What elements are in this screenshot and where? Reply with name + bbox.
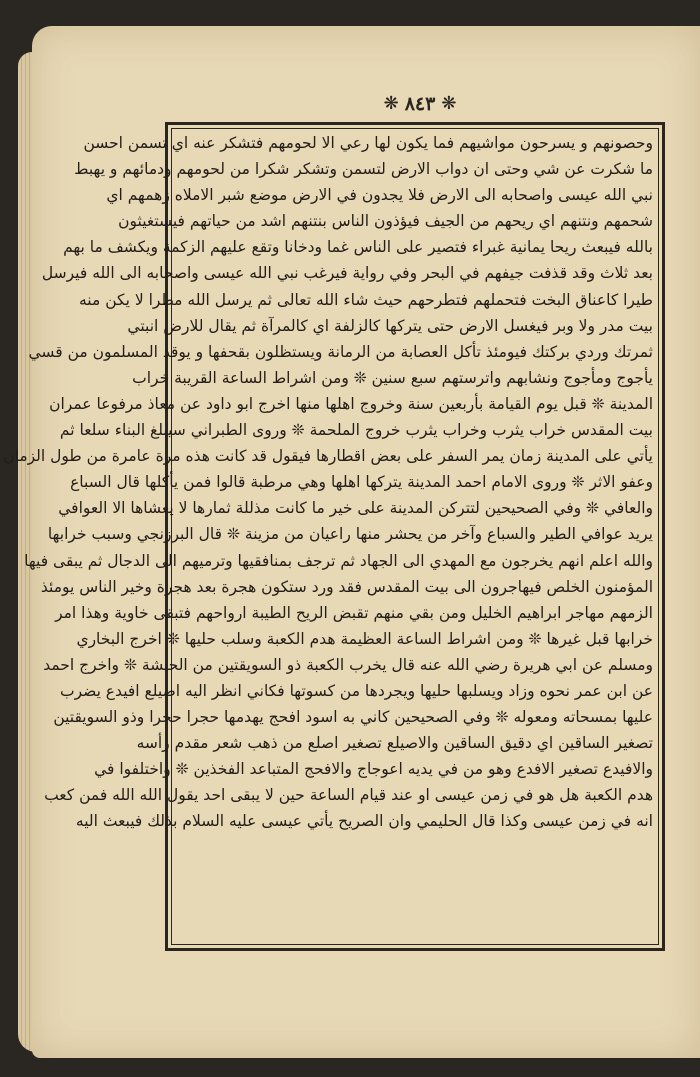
text-line: شحمهم ونتنهم اي ريحهم من الجيف فيؤذون الناس بنتنهم اشد من حياتهم فيستغيثون	[118, 212, 653, 231]
text-line: انه في زمن عيسى وكذا قال الحليمي وان الصريح يأتي عيسى عليه السلام بذلك فيبعث اليه	[75, 812, 653, 831]
page-number: ٨٤٣	[404, 93, 436, 115]
text-line: يأتي على المدينة زمان يمر السفر على بعض اقطارها فيقول قد كانت هذه مرة عامرة من طول الزمان	[3, 447, 653, 466]
text-line: تصغير الساقين اي دقيق الساقين والاصيلع تصغير اصلع من ذهب شعر مقدم رأسه	[136, 734, 653, 753]
text-line: والعافي ❊ وفي الصحيحين لتتركن المدينة على خير ما كانت مذللة ثمارها لا يغشاها الا العوافي	[58, 499, 653, 518]
text-line: يأجوج ومأجوج ونشابهم واترستهم سبع سنين ❊ ومن اشراط الساعة القريبة خراب	[132, 368, 653, 387]
text-line: طيرا كاعناق البخت فتحملهم فتطرحهم حيث شاء الله تعالى ثم يرسل الله مطرا لا يكن منه	[79, 290, 653, 309]
text-line: ثمرتك وردي بركتك فيومئذ تأكل العصابة من الرمانة ويستظلون بقحفها و يوقد المسلمون من قسي	[28, 342, 653, 361]
text-line: بعد ثلاث وقد قذفت جيفهم في البحر وفي رواية فيرغب نبي الله عيسى واصحابه الى الله فيرسل	[41, 264, 653, 283]
text-line: بالله فيبعث ريحا يمانية غبراء فتصير على الناس غما ودخانا وتقع عليهم الزكمة ويكشف ما بهم	[63, 238, 653, 257]
text-line: ومسلم عن ابي هريرة رضي الله عنه قال يخرب الكعبة ذو السويقتين من الحبشة ❊ واخرج احمد	[43, 655, 653, 674]
text-frame	[3, 122, 665, 951]
body-text	[3, 130, 653, 942]
flower-ornament-icon: ❋	[441, 93, 457, 114]
text-line: والله اعلم انهم يخرجون مع المهدي الى الجهاد ثم ترجف بمنافقيها وترميهم الى الدجال ثم يبقى فيها	[24, 551, 653, 570]
text-line: بيت المقدس خراب يثرب وخراب يثرب خروج الملحمة ❊ وروى الطبراني سيبلغ البناء سلعا ثم	[59, 421, 653, 440]
text-line: الزمهم مهاجر ابراهيم الخليل ومن بقي منهم تقبض الريح الطيبة ارواحهم فتبقى خاوية وهذا امر	[55, 603, 653, 622]
page-header	[360, 90, 480, 118]
text-line: والافيدع تصغير الافدع وهو من في يديه اعوجاج والافحج المتباعد الفخذين ❊ واختلفوا في	[94, 760, 653, 779]
text-line: وعفو الاثر ❊ وروى الامام احمد المدينة يتركها اهلها وهي مرطبة قالوا فمن يأكلها قال السباع	[70, 473, 653, 492]
text-line: المدينة ❊ قبل يوم القيامة بأربعين سنة وخروج اهلها منها اخرج ابو داود عن معاذ مرفوعا عمران	[49, 394, 653, 413]
text-line: خرابها قبل غيرها ❊ ومن اشراط الساعة العظيمة هدم الكعبة وسلب حليها ❊ اخرج البخاري	[76, 629, 653, 648]
text-line: عن ابن عمر نحوه وزاد ويسلبها حليها ويجردها من كسوتها فكاني انظر اليه اصيلع افيدع يضرب	[59, 681, 653, 700]
text-line: عليها بمسحاته ومعوله ❊ وفي الصحيحين كاني به اسود افحج يهدمها حجرا حجرا وذو السويقتين	[53, 708, 653, 727]
text-line: هدم الكعبة هل هو في زمن عيسى او عند قيام الساعة حين لا يبقى احد يقول الله الله فمن كعب	[44, 786, 653, 805]
text-line: يريد عوافي الطير والسباع وآخر من يحشر منها راعيان من مزينة ❊ قال البرزنجي وسبب خرابها	[47, 525, 653, 544]
flower-ornament-icon: ❋	[383, 93, 399, 114]
text-line: وحصونهم و يسرحون مواشيهم فما يكون لها رعي الا لحومهم فتشكر عنه اي تسمن احسن	[83, 134, 653, 152]
text-line: بيت مدر ولا وبر فيغسل الارض حتى يتركها كالزلفة اي كالمرآة ثم يقال للارض انبتي	[127, 316, 653, 335]
text-line: نبي الله عيسى واصحابه الى الارض فلا يجدون في الارض موضع شبر الاملاه زهمهم اي	[106, 186, 653, 205]
text-line: ما شكرت عن شي وحتى ان دواب الارض لتسمن وتشكر شكرا من لحومهم ودمائهم و يهبط	[74, 160, 653, 179]
text-line: المؤمنون الخلص فيهاجرون الى بيت المقدس فقد ورد ستكون هجرة بعد هجرة وخير الناس يومئذ	[40, 577, 653, 596]
